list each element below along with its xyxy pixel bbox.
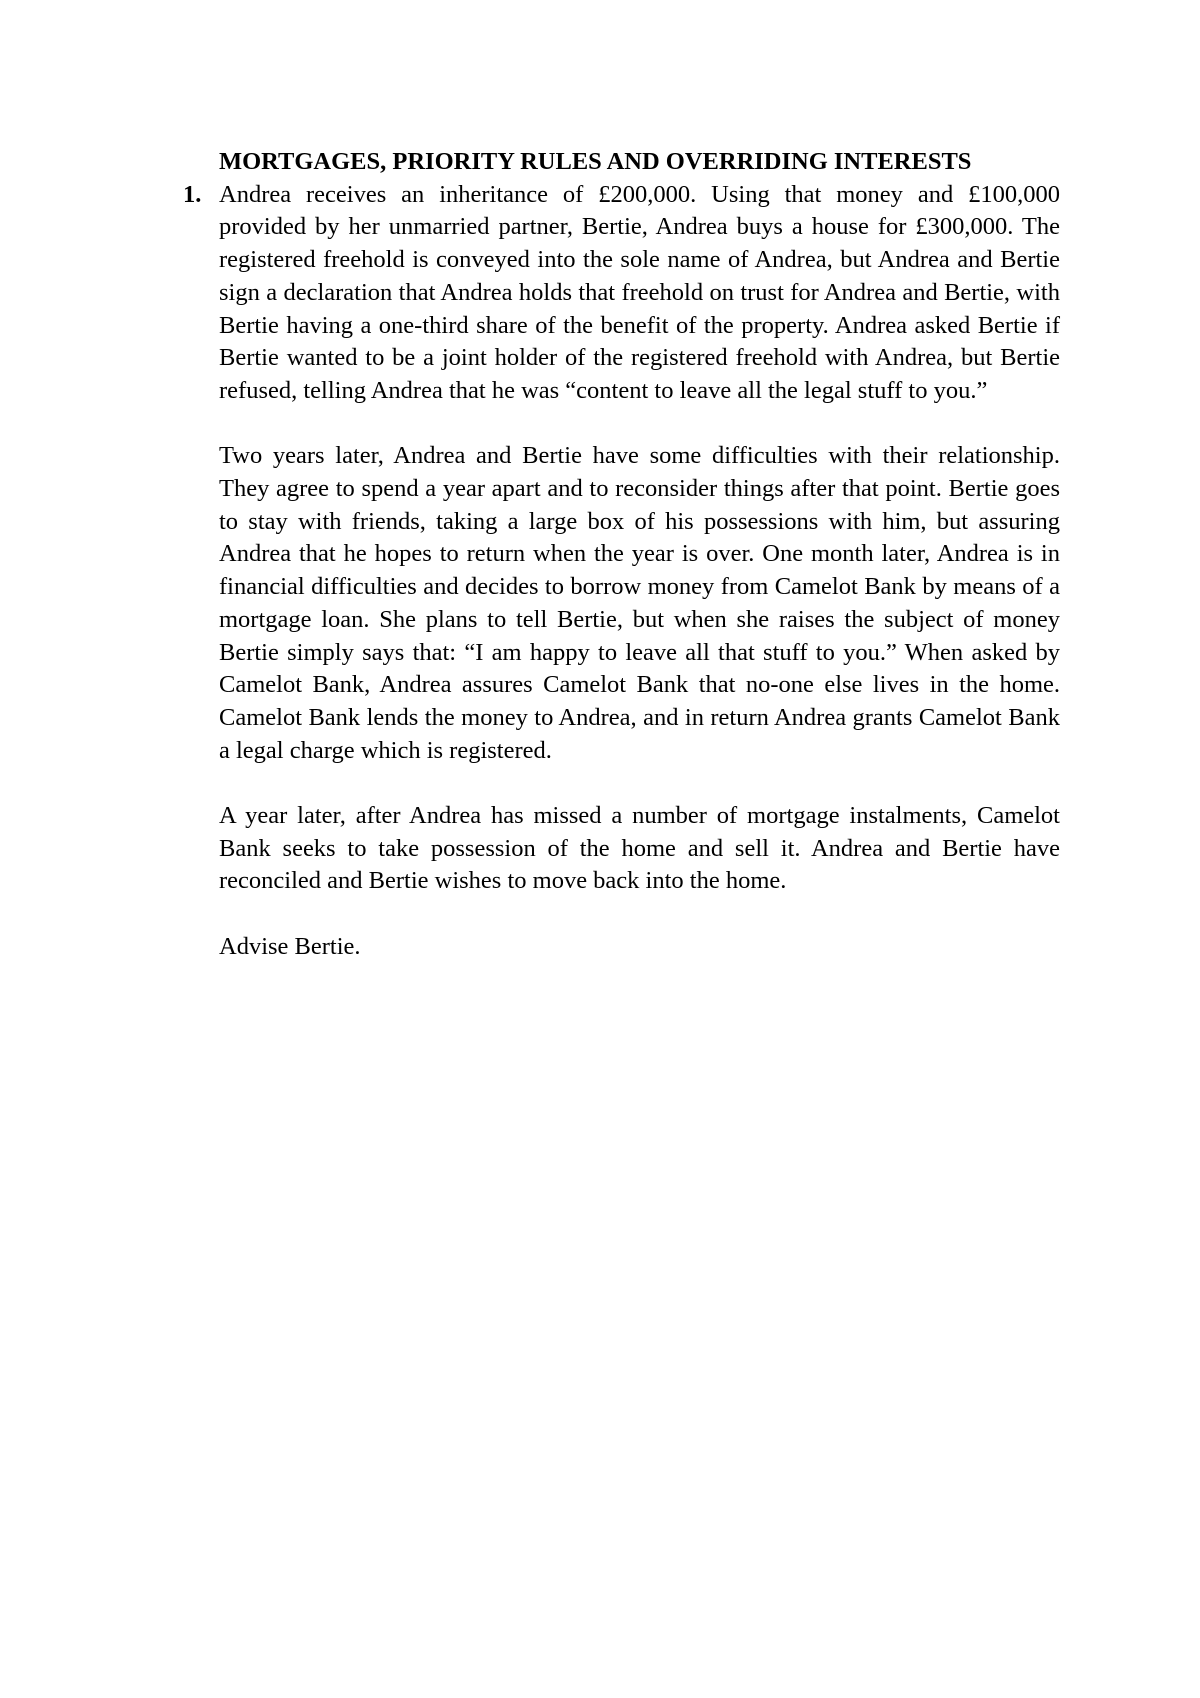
question-instruction: Advise Bertie.: [219, 932, 361, 960]
question-paragraph-1: Andrea receives an inheritance of £200,000. Using that money and £100,000 provided by her unmarried partner, Bertie, Andrea buys a house for £300,000. The registered freehold is conveyed into the sole name of Andrea, but Andrea and Bertie sign a declaration that Andrea holds that freehold on trust for Andrea and Bertie, with Bertie having a one-third share of the benefit of the property. Andrea asked Bertie if Bertie wanted to be a joint holder of the registered freehold with Andrea, but Bertie refused, telling Andrea that he was “content to leave all the legal stuff to you.”: [219, 180, 1060, 404]
document-content: [183, 146, 1060, 964]
question-paragraph-3: A year later, after Andrea has missed a number of mortgage instalments, Camelot Bank seeks to take possession of the home and sell it. Andrea and Bertie have reconciled and Bertie wishes to move back into the home.: [219, 802, 1060, 895]
document-title: MORTGAGES, PRIORITY RULES AND OVERRIDING INTERESTS: [219, 148, 972, 175]
question-paragraph-2: Two years later, Andrea and Bertie have some difficulties with their relationship. They agree to spend a year apart and to reconsider things after that point. Bertie goes to stay with friends, taking a large box of his possessions with him, but assuring Andrea that he hopes to return when the year is over. One month later, Andrea is in financial difficulties and decides to borrow money from Camelot Bank by means of a mortgage loan. She plans to tell Bertie, but when she raises the subject of money Bertie simply says that: “I am happy to leave all that stuff to you.” When asked by Camelot Bank, Andrea assures Camelot Bank that no-one else lives in the home. Camelot Bank lends the money to Andrea, and in return Andrea grants Camelot Bank a legal charge which is registered.: [219, 442, 1060, 764]
question-1: [183, 179, 1060, 964]
question-number: 1.: [183, 180, 202, 208]
